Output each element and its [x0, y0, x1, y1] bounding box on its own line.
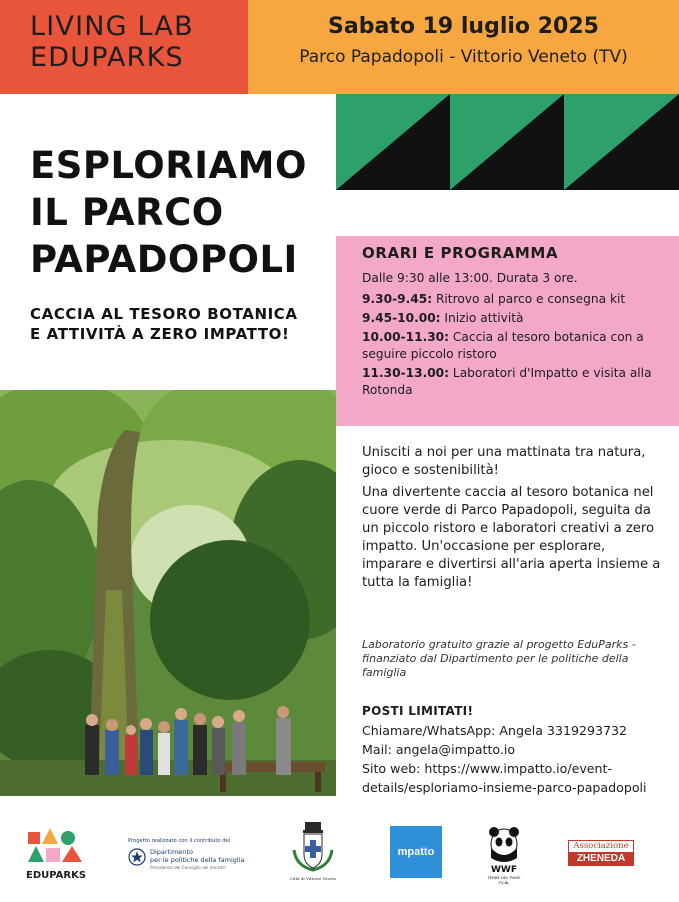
funding-credit: Laboratorio gratuito grazie al progetto EduParks - finanziato dal Dipartimento per le politiche della famiglia: [362, 638, 636, 679]
title-line1: ESPLORIAMO: [30, 144, 307, 187]
program-time: 9.45-10.00:: [362, 311, 441, 325]
wwf-sub2: TV-BL: [498, 880, 510, 885]
decorative-triangles: [336, 94, 679, 190]
wwf-sub1: TERRE DEL PIAVE: [487, 875, 521, 880]
program-time: 10.00-11.30:: [362, 330, 450, 344]
program-item: [362, 291, 679, 308]
zheneda-logo: [568, 840, 634, 866]
eduparks-logo-text: EDUPARKS: [26, 870, 86, 880]
page-title: [30, 142, 330, 283]
wwf-text: WWF: [490, 865, 518, 875]
subtitle-line2: E ATTIVITÀ A ZERO IMPATTO!: [30, 325, 290, 343]
contact-web-line1: Sito web: https://www.impatto.io/event-: [362, 761, 613, 776]
program-item: [362, 329, 679, 363]
contact-phone: Chiamare/WhatsApp: Angela 3319293732: [362, 723, 628, 738]
event-date: Sabato 19 luglio 2025: [328, 14, 599, 39]
contact-mail: Mail: angela@impatto.io: [362, 742, 516, 757]
emblem-icon: [128, 848, 146, 866]
impatto-logo: mpatto: [390, 826, 442, 878]
description: [362, 444, 662, 596]
title-line3: PAPADOPOLI: [30, 238, 298, 281]
description-p1: Unisciti a noi per una mattinata tra natura, gioco e sostenibilità!: [362, 445, 646, 478]
contact-info: [362, 702, 667, 797]
dipartimento-presidency: Presidenza del Consiglio dei ministri: [150, 865, 226, 870]
program-time: 11.30-13.00:: [362, 366, 450, 380]
city-name: Città di Vittorio Veneto: [290, 876, 336, 881]
program-intro: Dalle 9:30 alle 13:00. Durata 3 ore.: [362, 271, 578, 285]
page-subtitle: [30, 304, 330, 344]
program-text: Inizio attività: [440, 311, 524, 325]
park-photo: [0, 390, 336, 796]
program-box: [336, 236, 679, 426]
program-text: Ritrovo al parco e consegna kit: [432, 292, 626, 306]
event-place: Parco Papadopoli - Vittorio Veneto (TV): [299, 47, 628, 67]
contact-web-line2: details/esploriamo-insieme-parco-papadopoli: [362, 780, 647, 795]
dipartimento-logo: [128, 838, 248, 872]
zheneda-line1: Associazione: [573, 841, 629, 851]
program-text: Caccia al tesoro botanica con a seguire piccolo ristoro: [362, 330, 644, 361]
dipartimento-name: Dipartimento: [150, 848, 193, 856]
program-item: [362, 365, 679, 399]
header-brand: [0, 0, 248, 94]
program-text: Laboratori d'Impatto e visita alla Rotonda: [362, 366, 652, 397]
title-line2: IL PARCO: [30, 191, 224, 234]
subtitle-line1: CACCIA AL TESORO BOTANICA: [30, 305, 298, 323]
zheneda-line2: ZHENEDA: [569, 852, 633, 865]
limited-seats: POSTI LIMITATI!: [362, 704, 474, 718]
dipartimento-intro: Progetto realizzato con il contributo del: [128, 838, 231, 844]
program-time: 9.30-9.45:: [362, 292, 433, 306]
program-item: [362, 310, 679, 327]
brand-line1: LIVING LAB: [30, 11, 194, 42]
description-p2: Una divertente caccia al tesoro botanica nel cuore verde di Parco Papadopoli, seguita da un piccolo ristoro e laboratori creativi a zero impatto. Un'occasione per esplorare, imparare e divertirsi all'aria aperta insieme a tutta la famiglia!: [362, 485, 661, 590]
header-event-info: [248, 0, 679, 94]
dipartimento-sub: per le politiche della famiglia: [150, 856, 245, 864]
program-heading: ORARI E PROGRAMMA: [362, 244, 559, 262]
wwf-panda-logo: [482, 822, 526, 886]
vittorio-veneto-coat-of-arms: [290, 820, 336, 882]
partner-logos: [0, 812, 679, 902]
eduparks-logo: [26, 824, 86, 880]
brand-line2: EDUPARKS: [30, 42, 184, 73]
